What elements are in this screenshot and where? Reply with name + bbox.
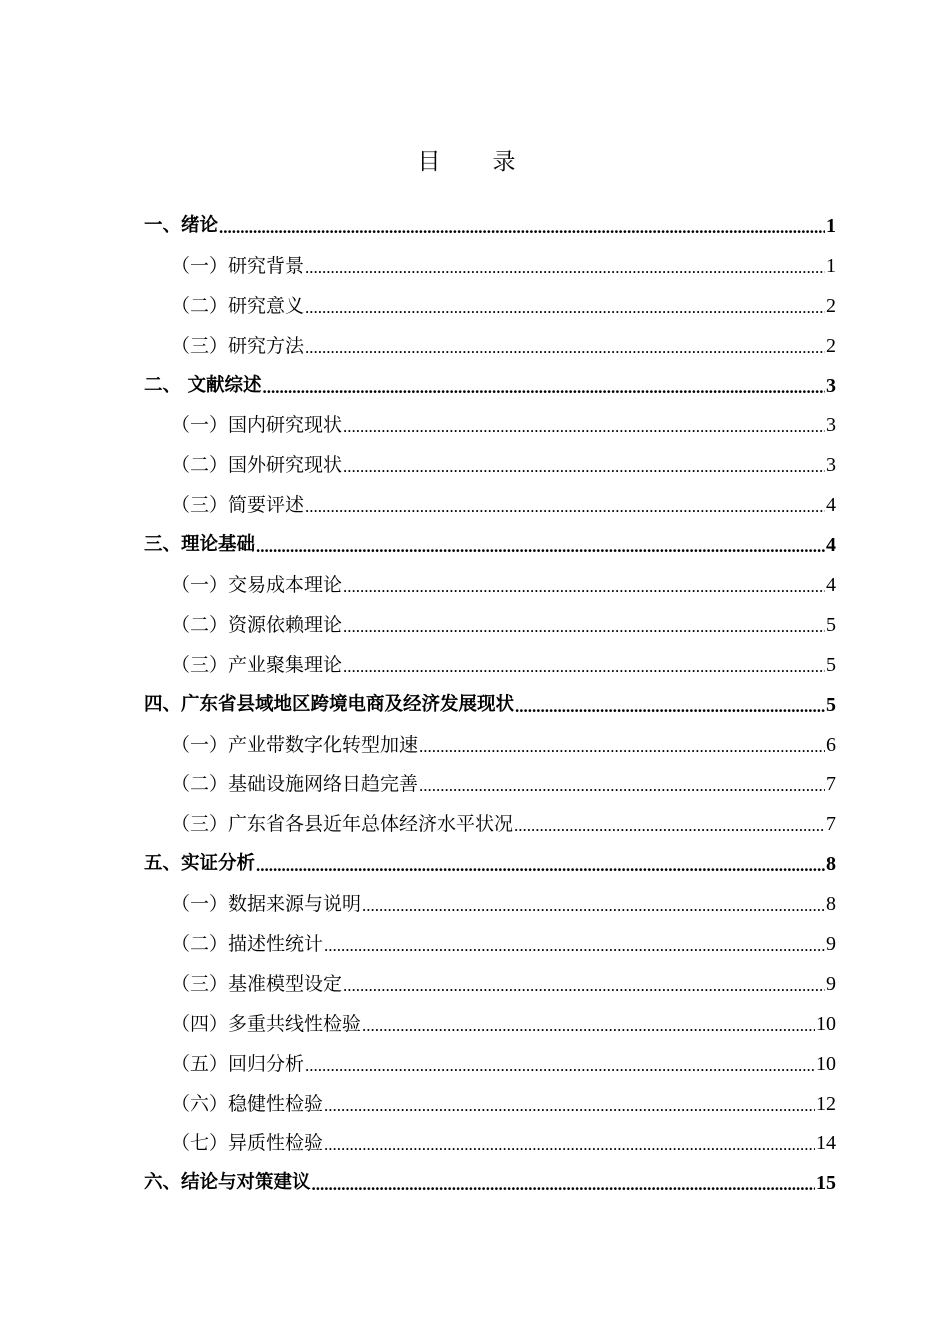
- page-title: 目录: [417, 149, 568, 175]
- toc-entry-title: （一）数据来源与说明: [171, 893, 362, 916]
- toc-section-entry[interactable]: [0, 286, 950, 326]
- toc-page-number: 1: [826, 254, 836, 277]
- toc-dot-leader: [324, 1132, 815, 1158]
- toc-section-entry[interactable]: [0, 1044, 950, 1084]
- toc-section-entry[interactable]: [0, 405, 950, 445]
- toc-dot-leader: [343, 654, 825, 680]
- toc-dot-leader: [305, 335, 825, 361]
- toc-page-number: 7: [826, 773, 836, 796]
- toc-section-entry[interactable]: [0, 1123, 950, 1163]
- toc-page-number: 10: [816, 1012, 836, 1035]
- toc-dot-leader: [305, 1053, 815, 1079]
- toc-dot-leader: [419, 734, 825, 760]
- toc-page-number: 5: [826, 613, 836, 636]
- toc-entry-title: 五、实证分析: [144, 853, 256, 875]
- toc-page-number: 14: [816, 1132, 836, 1155]
- toc-section-entry[interactable]: [0, 804, 950, 844]
- toc-dot-leader: [312, 1172, 815, 1198]
- toc-page-number: 3: [826, 414, 836, 437]
- toc-dot-leader: [343, 574, 825, 600]
- toc-dot-leader: [256, 853, 825, 879]
- toc-entry-title: （五）回归分析: [171, 1052, 305, 1075]
- toc-page-number: 5: [826, 693, 836, 716]
- toc-section-entry[interactable]: [0, 605, 950, 645]
- toc-entry-title: （三）产业聚集理论: [171, 653, 343, 676]
- toc-section-entry[interactable]: [0, 884, 950, 924]
- toc-dot-leader: [256, 534, 825, 560]
- toc-page-number: 9: [826, 932, 836, 955]
- toc-page-number: 1: [826, 214, 836, 237]
- toc-page-number: 12: [816, 1092, 836, 1115]
- toc-entry-title: （二）描述性统计: [171, 932, 324, 955]
- toc-dot-leader: [262, 375, 825, 401]
- toc-dot-leader: [324, 933, 825, 959]
- toc-section-entry[interactable]: [0, 445, 950, 485]
- toc-dot-leader: [343, 614, 825, 640]
- toc-dot-leader: [305, 494, 825, 520]
- toc-section-entry[interactable]: [0, 725, 950, 765]
- toc-dot-leader: [219, 215, 825, 241]
- toc-entry-title: （六）稳健性检验: [171, 1092, 324, 1115]
- toc-dot-leader: [514, 813, 825, 839]
- toc-entry-title: （二）研究意义: [171, 294, 305, 317]
- toc-entry-title: 二、 文献综述: [144, 374, 262, 396]
- toc-page-number: 4: [826, 494, 836, 517]
- toc-dot-leader: [515, 694, 825, 720]
- toc-page-number: 10: [816, 1052, 836, 1075]
- toc-entry-title: （二）国外研究现状: [171, 454, 343, 477]
- toc-dot-leader: [362, 1013, 815, 1039]
- toc-page-number: 6: [826, 733, 836, 756]
- toc-page-number: 2: [826, 334, 836, 357]
- toc-chapter-entry[interactable]: [0, 685, 950, 725]
- toc-entry-title: 六、结论与对策建议: [144, 1172, 311, 1194]
- toc-page-number: 8: [826, 893, 836, 916]
- toc-section-entry[interactable]: [0, 485, 950, 525]
- toc-dot-leader: [324, 1093, 815, 1119]
- toc-entry-title: （一）产业带数字化转型加速: [171, 733, 419, 756]
- toc-page-number: 9: [826, 972, 836, 995]
- toc-page-number: 7: [826, 813, 836, 836]
- toc-entry-title: （二）基础设施网络日趋完善: [171, 773, 419, 796]
- toc-dot-leader: [343, 973, 825, 999]
- toc-section-entry[interactable]: [0, 326, 950, 366]
- toc-section-entry[interactable]: [0, 764, 950, 804]
- toc-entry-title: （七）异质性检验: [171, 1132, 324, 1155]
- toc-entry-title: （三）广东省各县近年总体经济水平状况: [171, 813, 514, 836]
- toc-entry-title: （三）简要评述: [171, 494, 305, 517]
- toc-dot-leader: [343, 454, 825, 480]
- table-of-contents: [0, 206, 950, 1203]
- toc-entry-title: （二）资源依赖理论: [171, 613, 343, 636]
- toc-page-number: 3: [826, 454, 836, 477]
- toc-page-number: 2: [826, 294, 836, 317]
- toc-chapter-entry[interactable]: [0, 525, 950, 565]
- toc-entry-title: 四、广东省县域地区跨境电商及经济发展现状: [144, 693, 515, 715]
- toc-section-entry[interactable]: [0, 1084, 950, 1124]
- toc-entry-title: 三、理论基础: [144, 534, 256, 556]
- toc-dot-leader: [362, 893, 825, 919]
- toc-dot-leader: [305, 255, 825, 281]
- toc-section-entry[interactable]: [0, 964, 950, 1004]
- toc-section-entry[interactable]: [0, 1004, 950, 1044]
- toc-page-number: 3: [826, 374, 836, 397]
- toc-section-entry[interactable]: [0, 565, 950, 605]
- toc-entry-title: （一）交易成本理论: [171, 573, 343, 596]
- toc-page-number: 4: [826, 573, 836, 596]
- toc-chapter-entry[interactable]: [0, 1163, 950, 1203]
- toc-dot-leader: [305, 295, 825, 321]
- toc-entry-title: 一、绪论: [144, 214, 219, 236]
- toc-section-entry[interactable]: [0, 924, 950, 964]
- toc-page-number: 4: [826, 534, 836, 557]
- toc-entry-title: （四）多重共线性检验: [171, 1012, 362, 1035]
- toc-page-number: 5: [826, 653, 836, 676]
- toc-dot-leader: [419, 773, 825, 799]
- toc-entry-title: （三）研究方法: [171, 334, 305, 357]
- toc-entry-title: （一）研究背景: [171, 254, 305, 277]
- toc-section-entry[interactable]: [0, 246, 950, 286]
- toc-page-number: 15: [816, 1172, 836, 1195]
- toc-page-number: 8: [826, 853, 836, 876]
- toc-dot-leader: [343, 414, 825, 440]
- toc-chapter-entry[interactable]: [0, 366, 950, 406]
- toc-entry-title: （三）基准模型设定: [171, 972, 343, 995]
- toc-chapter-entry[interactable]: [0, 844, 950, 884]
- toc-section-entry[interactable]: [0, 645, 950, 685]
- toc-entry-title: （一）国内研究现状: [171, 414, 343, 437]
- toc-chapter-entry[interactable]: [0, 206, 950, 246]
